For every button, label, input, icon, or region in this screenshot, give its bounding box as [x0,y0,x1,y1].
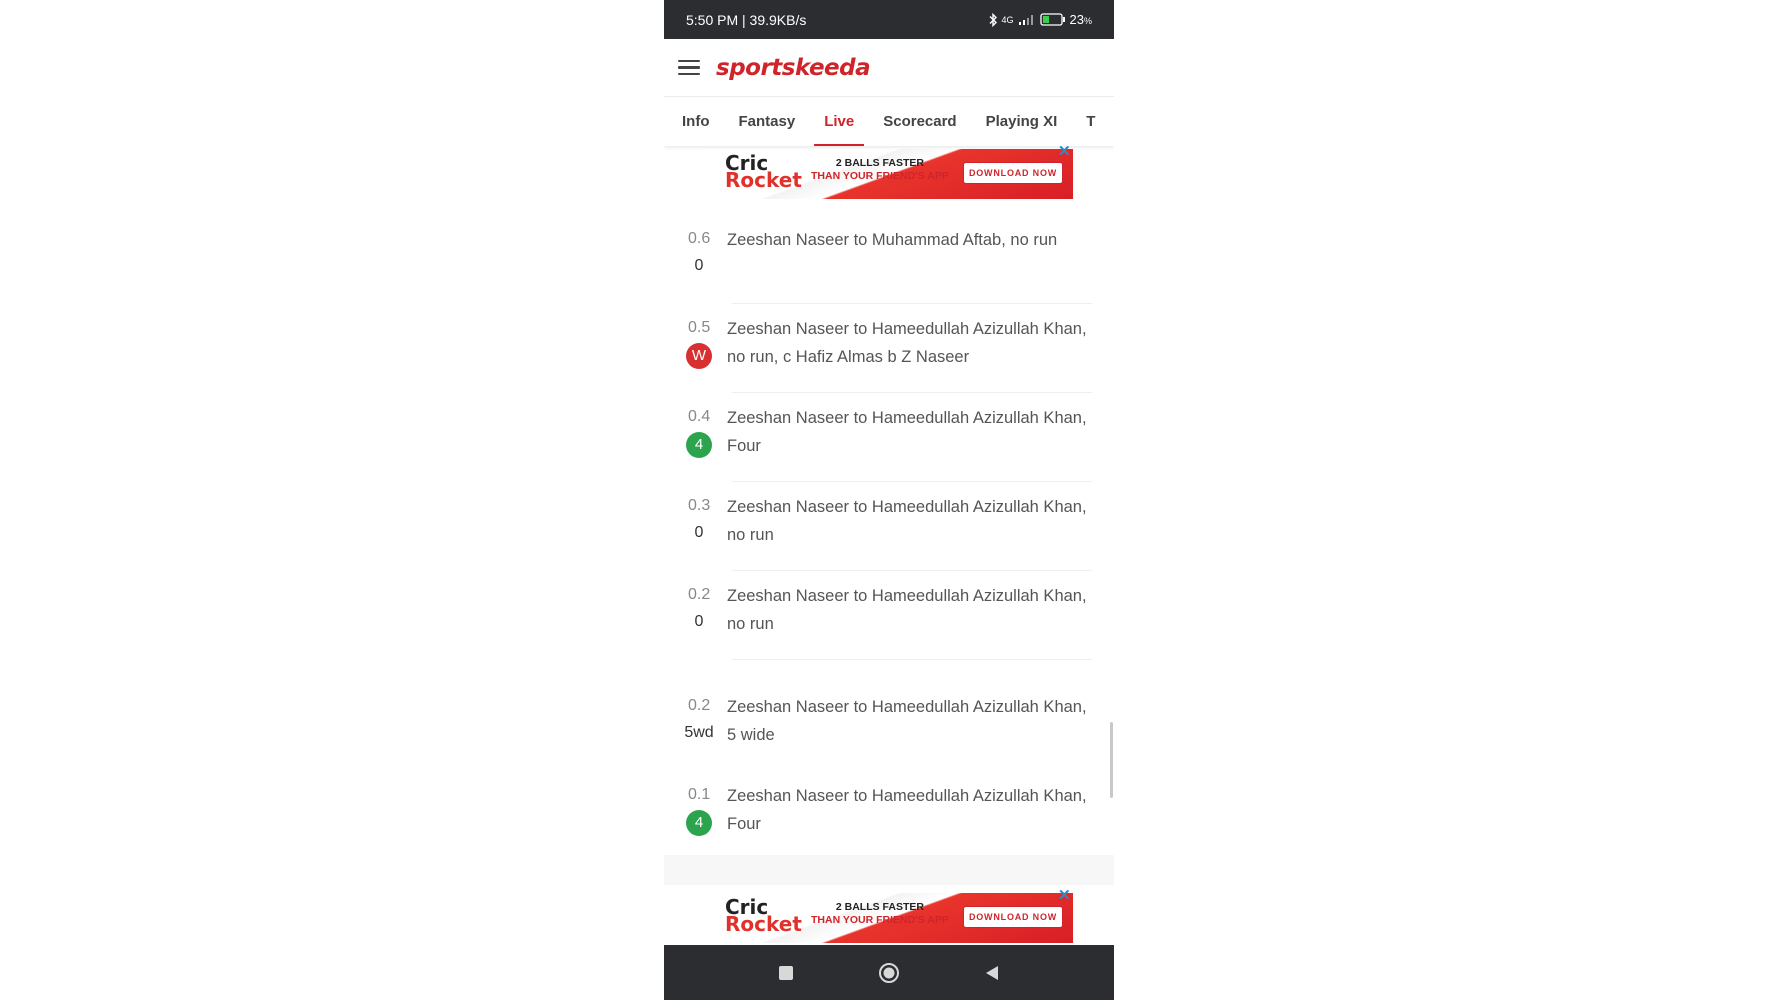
commentary-text: Zeeshan Naseer to Hameedullah Azizullah Khan, no run, c Hafiz Almas b Z Naseer [727,320,1087,366]
back-icon[interactable] [972,953,1012,993]
four-badge: 4 [686,810,712,836]
over-number: 0.2 [688,586,711,603]
list-item [664,393,1114,482]
over-number: 0.2 [688,697,711,714]
commentary-text: Zeeshan Naseer to Muhammad Aftab, no run [727,231,1058,249]
commentary-text: Zeeshan Naseer to Hameedullah Azizullah Khan, Four [727,409,1087,455]
divider [732,659,1092,660]
ball-result: 5wd [684,724,714,741]
ad-brand-logo: Cric Rocket [725,895,802,936]
ad-tagline: 2 BALLS FASTER THAN YOUR FRIEND'S APP [811,901,949,926]
ball-result: 0 [694,613,704,630]
app-header [664,39,1114,97]
status-time-speed: 5:50 PM | 39.9KB/s [686,11,807,28]
tab-scorecard[interactable]: Scorecard [883,113,957,130]
ad-close-icon[interactable]: ✕ [1058,887,1071,904]
list-item [664,304,1114,393]
commentary-text: Zeeshan Naseer to Hameedullah Azizullah Khan, 5 wide [727,698,1087,744]
over-number: 0.1 [688,786,711,803]
system-nav-bar [664,945,1114,1000]
tab-truncated[interactable]: T [1086,113,1096,130]
over-number: 0.4 [688,408,711,425]
commentary-feed [664,215,1114,860]
ad-tagline: 2 BALLS FASTER THAN YOUR FRIEND'S APP [811,157,949,182]
signal-icon [1018,13,1036,26]
list-item [664,215,1114,304]
ad-banner-top[interactable] [705,149,1073,199]
menu-icon[interactable] [678,60,700,76]
recents-icon[interactable] [766,953,806,993]
commentary-text: Zeeshan Naseer to Hameedullah Azizullah Khan, no run [727,587,1087,633]
phone-screen [664,0,1114,1000]
over-number: 0.3 [688,497,711,514]
match-tabs [664,98,1114,146]
tab-info[interactable]: Info [682,113,710,130]
ad-download-button[interactable]: DOWNLOAD NOW [963,906,1063,928]
ad-download-button[interactable]: DOWNLOAD NOW [963,162,1063,184]
sportskeeda-logo[interactable]: sportskeeda [716,54,871,81]
network-label: 4G [1001,14,1014,25]
battery-level: 23% [1069,12,1092,27]
ad-brand-logo: Cric Rocket [725,151,802,192]
over-number: 0.6 [688,230,711,247]
home-icon[interactable] [869,953,909,993]
commentary-text: Zeeshan Naseer to Hameedullah Azizullah Khan, no run [727,498,1087,544]
commentary-text: Zeeshan Naseer to Hameedullah Azizullah Khan, Four [727,787,1087,833]
ad-banner-bottom[interactable] [705,893,1073,943]
scrollbar[interactable] [1110,722,1113,798]
tab-fantasy[interactable]: Fantasy [738,113,796,130]
battery-icon [1040,13,1066,26]
status-bar [664,0,1114,39]
list-item [664,682,1114,771]
tab-live[interactable]: Live [824,98,854,146]
bluetooth-icon [988,13,998,27]
content-fade [664,855,1114,885]
over-number: 0.5 [688,319,711,336]
four-badge: 4 [686,432,712,458]
ad-close-icon[interactable]: ✕ [1058,143,1071,160]
wicket-badge: W [686,343,712,369]
status-icons [988,12,1093,27]
ball-result: 0 [694,524,704,541]
list-item [664,482,1114,571]
list-item [664,771,1114,860]
ball-result: 0 [694,257,704,274]
list-item [664,571,1114,682]
tab-playing-xi[interactable]: Playing XI [985,113,1058,130]
